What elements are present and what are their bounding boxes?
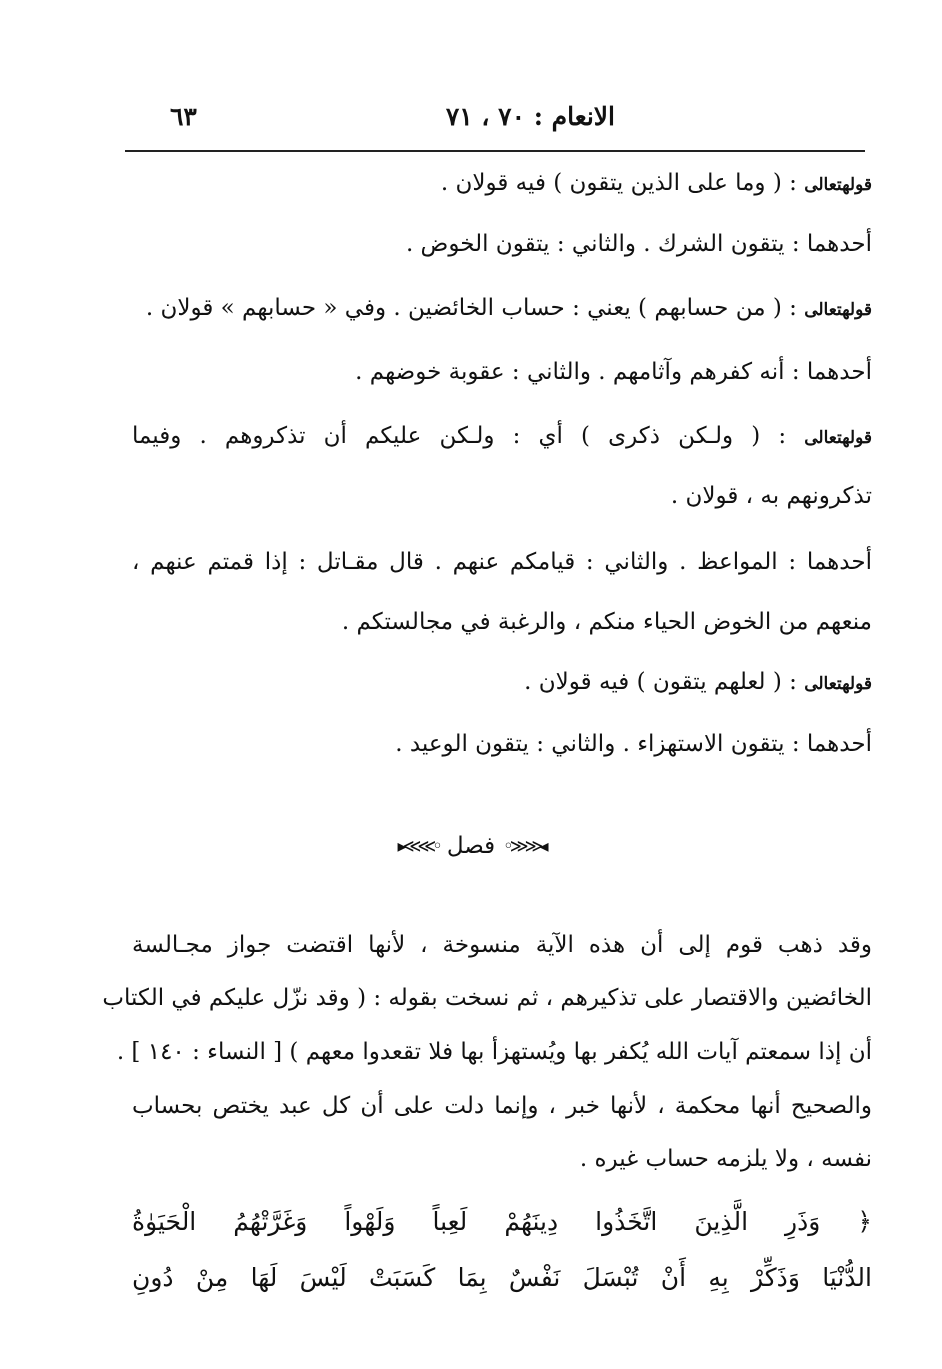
section-line xyxy=(132,929,872,961)
text-line xyxy=(132,546,872,578)
line-text: : ( وما على الذين يتقون ) فيه قولان . xyxy=(440,170,797,196)
quran-line xyxy=(132,1262,872,1294)
line-text: وقد ذهب قوم إلى أن هذه الآية منسوخة ، لأنها اقتضت جواز مجـالسة xyxy=(132,932,872,958)
line-text: منعهم من الخوض الحياء منكم ، والرغبة في مجالستكم . xyxy=(341,609,872,635)
section-line xyxy=(132,1090,872,1122)
line-text: أحدهما : المواعظ . والثاني : قيامكم عنهم . قال مقـاتل : إذا قمتم عنهم ، xyxy=(132,549,872,575)
text-line xyxy=(132,228,872,260)
line-text: أحدهما : أنه كفرهم وآثامهم . والثاني : عقوبة خوضهم . xyxy=(355,359,872,385)
text-line xyxy=(132,666,872,698)
quran-line xyxy=(132,1206,872,1238)
text-line xyxy=(132,356,872,388)
header-rule xyxy=(125,150,865,152)
ornament-left-icon: ◦≫≫▸ xyxy=(397,836,439,857)
text-line xyxy=(132,606,872,638)
line-text: نفسه ، ولا يلزمه حساب غيره . xyxy=(579,1146,872,1172)
lead-word: قولهتعالى xyxy=(804,428,873,448)
line-text: والصحيح أنها محكمة ، لأنها خبر ، وإنما دلت على أن كل عبد يختص بحساب xyxy=(132,1093,872,1119)
section-line xyxy=(116,1036,872,1068)
section-heading xyxy=(0,830,942,864)
section-heading-text: فصل xyxy=(446,833,496,859)
line-text: أحدهما : يتقون الاستهزاء . والثاني : يتقون الوعيد . xyxy=(395,731,872,757)
line-text: أحدهما : يتقون الشرك . والثاني : يتقون الخوض . xyxy=(405,231,872,257)
lead-word: قولهتعالى xyxy=(804,674,872,694)
section-line xyxy=(132,1143,872,1175)
line-text: : ( لعلهم يتقون ) فيه قولان . xyxy=(524,669,797,695)
text-line xyxy=(132,167,872,199)
lead-word: قولهتعالى xyxy=(804,175,872,195)
ornament-right-icon: ◂≪≪◦ xyxy=(503,836,545,857)
quran-text: ﴿ وَذَرِ الَّذِينَ اتَّخَذُوا دِينَهُمْ لَعِباً وَلَهْواً وَغَرَّتْهُمُ الْحَيَوٰةُ xyxy=(132,1207,872,1236)
quran-text: الدُّنْيَا وَذَكِّرْ بِهِ أَنْ تُبْسَلَ نَفْسٌ بِمَا كَسَبَتْ لَيْسَ لَهَا مِنْ دُونِ xyxy=(132,1263,872,1292)
line-text: أن إذا سمعتم آيات الله يُكفر بها ويُستهزأ بها فلا تقعدوا معهم ) [ النساء : ١٤٠ ] . xyxy=(116,1039,872,1065)
line-text: تذكرونهم به ، قولان . xyxy=(670,483,872,509)
lead-word: قولهتعالى xyxy=(804,300,872,320)
text-line xyxy=(132,420,872,452)
text-line xyxy=(132,292,872,324)
text-line xyxy=(132,728,872,760)
line-text: : ( ولـكن ذكرى ) أي : ولـكن عليكم أن تذكروهم . وفيما xyxy=(132,423,787,449)
section-line xyxy=(102,982,872,1014)
line-text: : ( من حسابهم ) يعني : حساب الخائضين . وفي « حسابهم » قولان . xyxy=(145,295,797,321)
page-number: ٦٣ xyxy=(170,102,197,131)
text-line xyxy=(132,480,872,512)
page-header xyxy=(125,98,865,138)
running-title: الانعام : ٧٠ ، ٧١ xyxy=(445,102,615,131)
line-text: الخائضين والاقتصار على تذكيرهم ، ثم نسخت بقوله : ( وقد نزّل عليكم في الكتاب xyxy=(102,985,872,1011)
